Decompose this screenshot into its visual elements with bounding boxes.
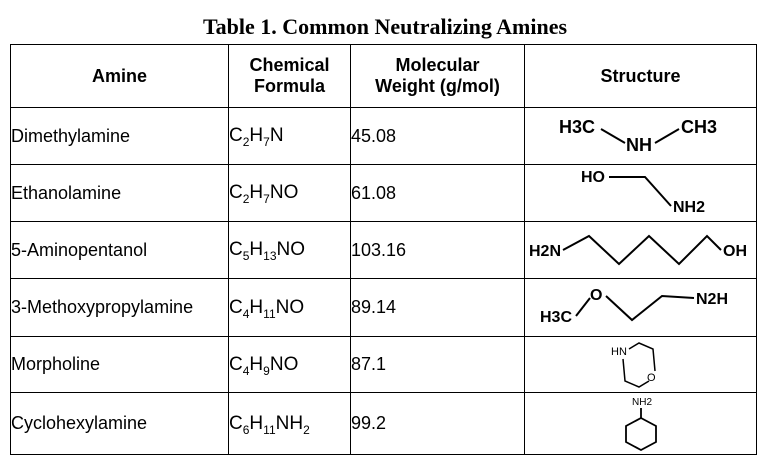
molecular-weight: 99.2 — [351, 393, 525, 455]
molecular-weight: 61.08 — [351, 165, 525, 222]
amine-name: Cyclohexylamine — [11, 393, 229, 455]
ethanolamine-structure-drawing — [541, 166, 741, 220]
molecular-weight: 103.16 — [351, 222, 525, 279]
structure-label: OH — [722, 243, 747, 260]
table-row — [11, 108, 757, 165]
header-structure: Structure — [525, 45, 757, 108]
chemical-formula: $C_2H_7N$ — [229, 108, 351, 165]
structure-ethanolamine — [525, 165, 757, 222]
structure-label: O — [646, 371, 656, 384]
structure-label: O — [589, 286, 602, 304]
table-row — [11, 337, 757, 393]
structure-label: N2H — [695, 290, 728, 308]
dimethylamine-structure-drawing — [541, 111, 741, 161]
table-row — [11, 279, 757, 337]
structure-3-methoxypropylamine — [525, 279, 757, 337]
chemical-formula: $C_5H_{13}NO$ — [229, 222, 351, 279]
header-molecular-weight: Molecular Weight (g/mol) — [351, 45, 525, 108]
table-row — [11, 165, 757, 222]
molecular-weight: 45.08 — [351, 108, 525, 165]
header-row — [11, 45, 757, 108]
structure-label: H3C — [539, 308, 572, 326]
chemical-formula: $C_4H_9NO$ — [229, 337, 351, 393]
amine-name: 3-Methoxypropylamine — [11, 279, 229, 337]
structure-label: NH — [625, 135, 652, 155]
amine-name: Ethanolamine — [11, 165, 229, 222]
structure-label: HN — [610, 345, 627, 358]
aminopentanol-structure-drawing — [527, 228, 755, 272]
molecular-weight: 89.14 — [351, 279, 525, 337]
amine-name: Dimethylamine — [11, 108, 229, 165]
amine-name: Morpholine — [11, 337, 229, 393]
chemical-formula: $C_6H_{11}NH_2$ — [229, 393, 351, 455]
structure-label: NH2 — [672, 199, 705, 216]
header-amine: Amine — [11, 45, 229, 108]
structure-morpholine — [525, 337, 757, 393]
chemical-formula: $C_2H_7NO$ — [229, 165, 351, 222]
structure-label: HO — [580, 169, 605, 186]
molecular-weight: 87.1 — [351, 337, 525, 393]
structure-cyclohexylamine — [525, 393, 757, 455]
structure-label: CH3 — [680, 117, 717, 137]
table-row — [11, 393, 757, 455]
chemical-formula: $C_4H_{11}NO$ — [229, 279, 351, 337]
amines-table — [10, 44, 757, 455]
cyclohexylamine-structure-drawing — [606, 395, 676, 453]
table-title: Table 1. Common Neutralizing Amines — [202, 14, 568, 39]
methoxypropylamine-structure-drawing — [536, 284, 746, 332]
header-chemical-formula: Chemical Formula — [229, 45, 351, 108]
structure-5-aminopentanol — [525, 222, 757, 279]
structure-label: H3C — [558, 117, 595, 137]
morpholine-structure-drawing — [601, 339, 681, 391]
structure-label: NH2 — [631, 396, 652, 408]
table-row — [11, 222, 757, 279]
structure-label: H2N — [528, 243, 561, 260]
structure-dimethylamine — [525, 108, 757, 165]
amine-name: 5-Aminopentanol — [11, 222, 229, 279]
